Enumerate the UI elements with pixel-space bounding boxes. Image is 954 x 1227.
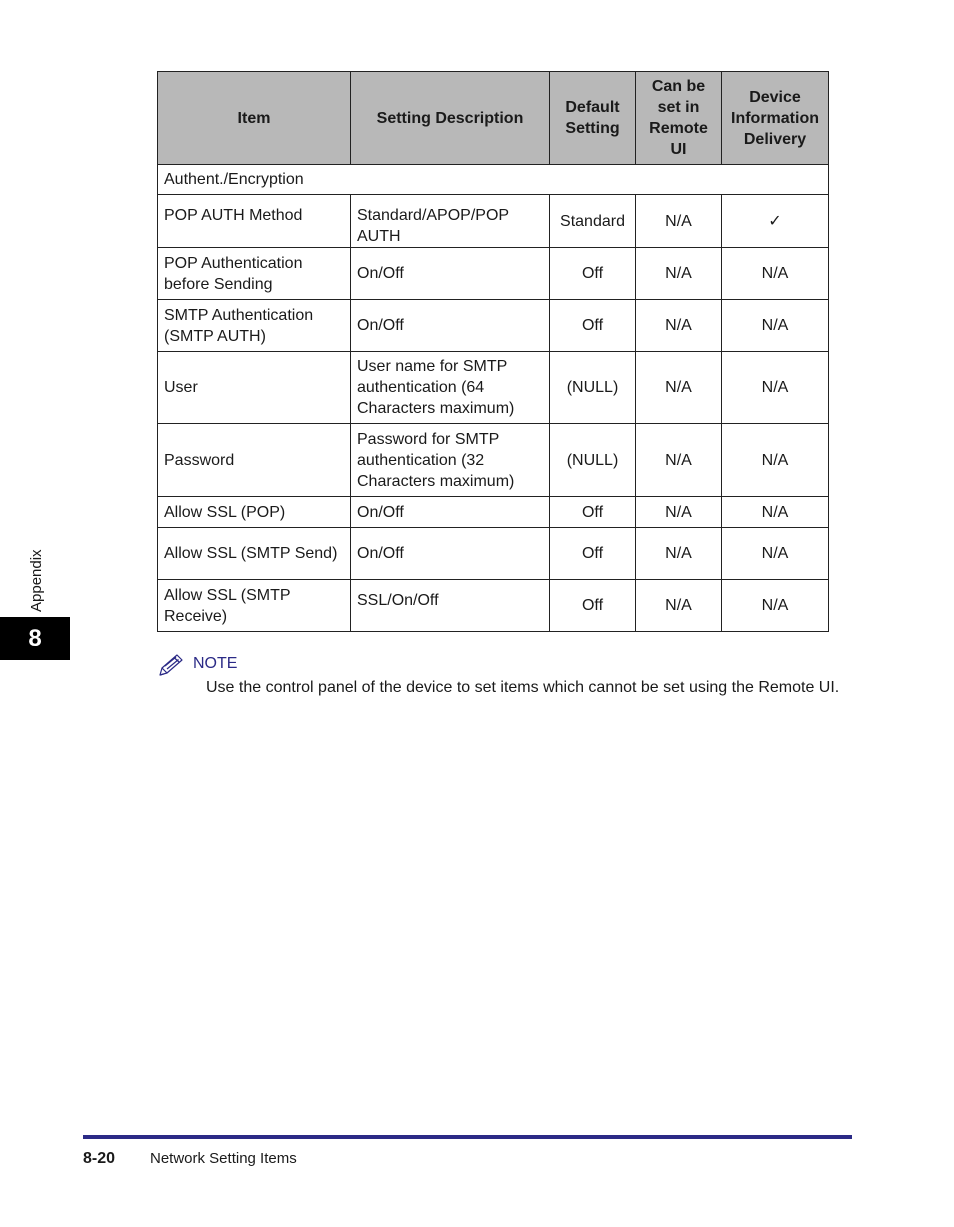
table-row xyxy=(158,248,829,300)
checkmark-icon: ✓ xyxy=(722,195,829,248)
note-text: Use the control panel of the device to set items which cannot be set using the Remote UI. xyxy=(206,679,840,696)
cell-description: Password for SMTP authentication (32 Characters maximum) xyxy=(351,424,550,497)
cell-item: Allow SSL (SMTP Send) xyxy=(158,528,351,580)
settings-table xyxy=(157,71,829,632)
footer-section-title: Network Setting Items xyxy=(150,1150,297,1167)
cell-item: Allow SSL (POP) xyxy=(158,497,351,528)
cell-item: Password xyxy=(158,424,351,497)
sidebar-section-label: Appendix xyxy=(28,549,45,612)
cell-default: Off xyxy=(550,248,636,300)
cell-item: User xyxy=(158,352,351,424)
cell-description: On/Off xyxy=(351,528,550,580)
cell-device-info: N/A xyxy=(722,528,829,580)
pencil-icon xyxy=(157,652,185,678)
cell-remote-ui: N/A xyxy=(636,580,722,632)
cell-default: Off xyxy=(550,528,636,580)
header-device-info-delivery: Device Information Delivery xyxy=(722,72,829,165)
cell-item: POP Authentication before Sending xyxy=(158,248,351,300)
cell-default: Off xyxy=(550,300,636,352)
cell-remote-ui: N/A xyxy=(636,352,722,424)
cell-remote-ui: N/A xyxy=(636,528,722,580)
table-row xyxy=(158,300,829,352)
cell-device-info: N/A xyxy=(722,248,829,300)
table-row xyxy=(158,195,829,248)
table-row xyxy=(158,497,829,528)
table-header-row xyxy=(158,72,829,165)
header-default-setting: Default Setting xyxy=(550,72,636,165)
cell-device-info: N/A xyxy=(722,580,829,632)
cell-default: Off xyxy=(550,497,636,528)
cell-item: Allow SSL (SMTP Receive) xyxy=(158,580,351,632)
cell-description: On/Off xyxy=(351,497,550,528)
cell-default: (NULL) xyxy=(550,424,636,497)
cell-device-info: N/A xyxy=(722,300,829,352)
footer-rule xyxy=(83,1135,852,1139)
cell-device-info: N/A xyxy=(722,352,829,424)
cell-default: Off xyxy=(550,580,636,632)
header-item: Item xyxy=(158,72,351,165)
section-label: Authent./Encryption xyxy=(158,165,829,195)
header-setting-description: Setting Description xyxy=(351,72,550,165)
cell-remote-ui: N/A xyxy=(636,424,722,497)
cell-description: SSL/On/Off xyxy=(351,580,550,632)
cell-item: SMTP Authentication (SMTP AUTH) xyxy=(158,300,351,352)
cell-remote-ui: N/A xyxy=(636,248,722,300)
cell-remote-ui: N/A xyxy=(636,195,722,248)
table-row xyxy=(158,580,829,632)
cell-default: Standard xyxy=(550,195,636,248)
chapter-tab: 8 xyxy=(0,617,70,660)
cell-remote-ui: N/A xyxy=(636,497,722,528)
cell-description: User name for SMTP authentication (64 Characters maximum) xyxy=(351,352,550,424)
cell-description: Standard/APOP/POP AUTH xyxy=(351,195,550,248)
cell-default: (NULL) xyxy=(550,352,636,424)
cell-description: On/Off xyxy=(351,300,550,352)
table-row xyxy=(158,424,829,497)
cell-device-info: N/A xyxy=(722,497,829,528)
cell-description: On/Off xyxy=(351,248,550,300)
cell-item: POP AUTH Method xyxy=(158,195,351,248)
header-remote-ui: Can be set in Remote UI xyxy=(636,72,722,165)
page-number: 8-20 xyxy=(83,1150,116,1167)
cell-remote-ui: N/A xyxy=(636,300,722,352)
table-row xyxy=(158,528,829,580)
section-row xyxy=(158,165,829,195)
cell-device-info: N/A xyxy=(722,424,829,497)
note-title: NOTE xyxy=(193,655,238,672)
table-row xyxy=(158,352,829,424)
